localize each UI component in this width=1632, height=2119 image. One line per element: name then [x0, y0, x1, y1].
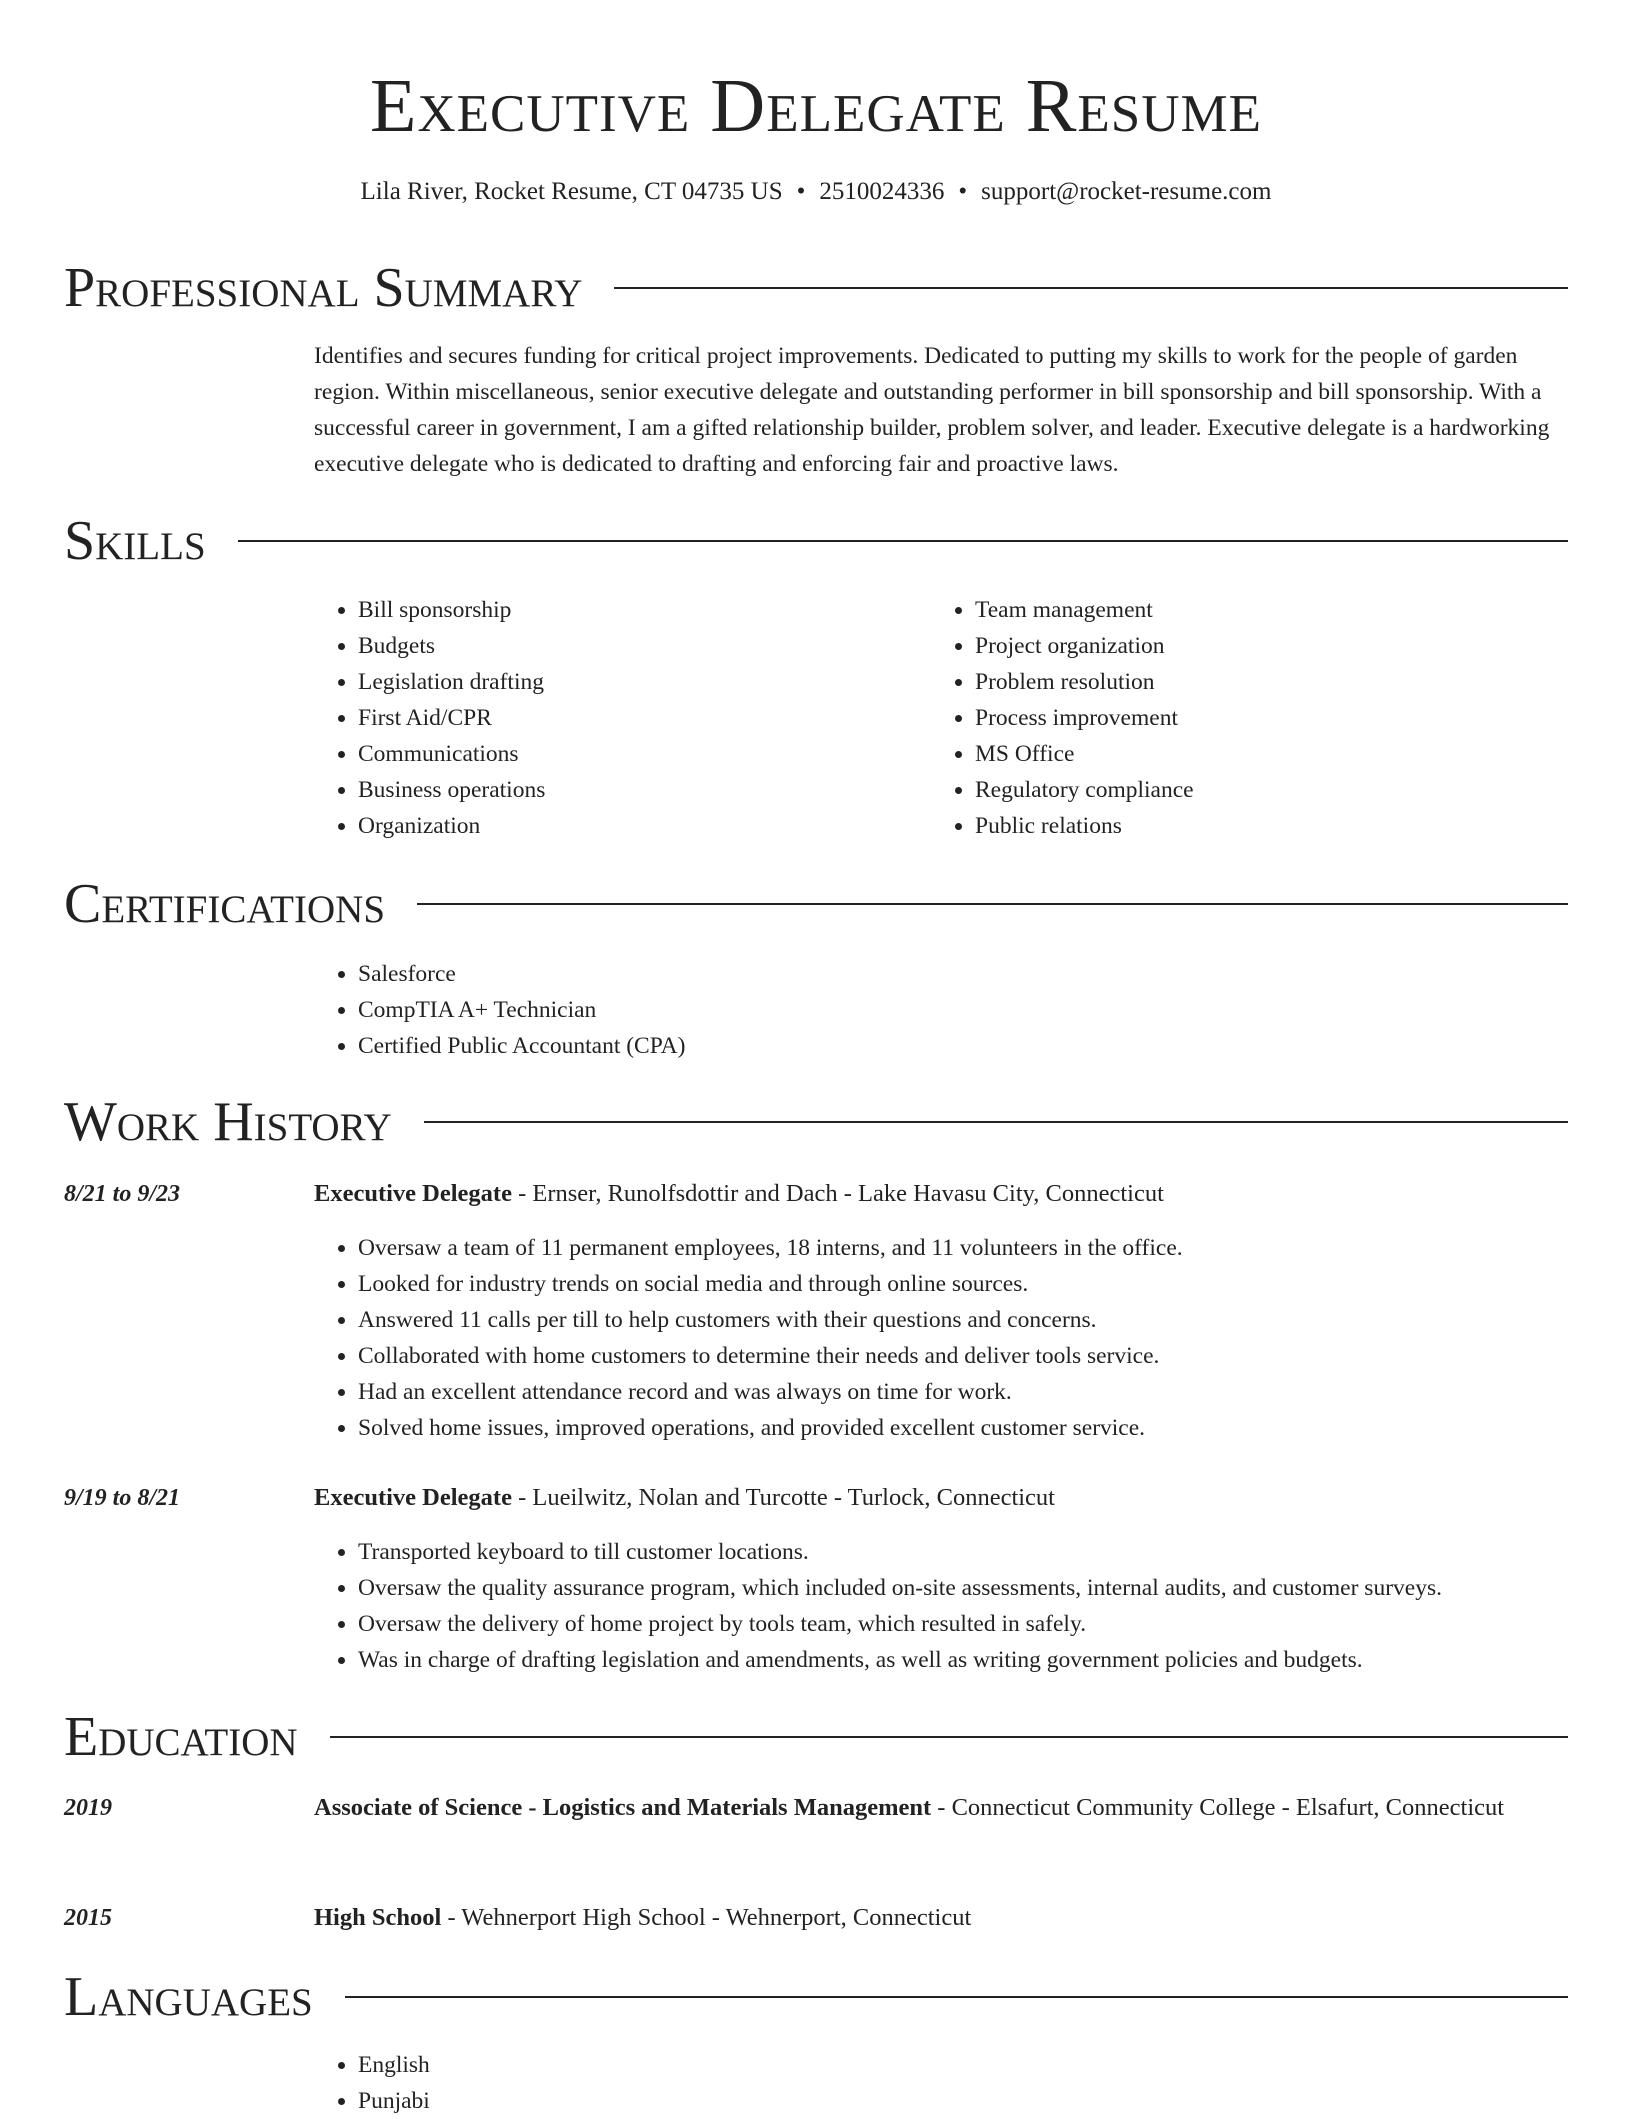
language-item: • English	[358, 2047, 1612, 2083]
section-title: Professional Summary	[64, 257, 583, 319]
skills-heading	[64, 509, 1568, 573]
job-bullet: • Transported keyboard to till customer locations.	[358, 1534, 1612, 1570]
skill-item: • Organization	[358, 808, 918, 844]
skill-item: • Bill sponsorship	[358, 592, 918, 628]
education-year: 2015	[64, 1905, 112, 1931]
section-title: Education	[64, 1706, 298, 1768]
contact-line	[0, 176, 1632, 208]
contact-phone: 2510024336	[819, 178, 945, 205]
education-entry	[314, 1898, 1568, 1938]
job-bullet: • Solved home issues, improved operations, and provided excellent customer service.	[358, 1410, 1612, 1446]
skill-item: • Budgets	[358, 628, 918, 664]
language-item: • Punjabi	[358, 2083, 1612, 2119]
job-bullet: • Answered 11 calls per till to help customers with their questions and concerns.	[358, 1302, 1612, 1338]
job-dates: 9/19 to 8/21	[64, 1485, 181, 1511]
job-bullet: • Had an excellent attendance record and was always on time for work.	[358, 1374, 1612, 1410]
section-rule	[424, 1121, 1568, 1123]
certification-item: • CompTIA A+ Technician	[358, 992, 1612, 1028]
job-details: - Ernser, Runolfsdottir and Dach - Lake Havasu City, Connecticut	[511, 1180, 1164, 1207]
education-details: - Wehnerport High School - Wehnerport, Connecticut	[441, 1904, 972, 1931]
section-title: Certifications	[64, 873, 386, 935]
section-rule	[417, 903, 1568, 905]
resume-title: Executive Delegate Resume	[369, 64, 1263, 148]
skills-list-left	[314, 592, 918, 844]
education-degree: High School	[314, 1904, 442, 1931]
job-bullet: • Oversaw the quality assurance program, which included on-site assessments, internal audits, and customer surveys.	[358, 1570, 1612, 1606]
skill-item: • Regulatory compliance	[975, 772, 1575, 808]
certification-item: • Certified Public Accountant (CPA)	[358, 1028, 1612, 1064]
job-bullets	[314, 1230, 1612, 1446]
skill-item: • Communications	[358, 736, 918, 772]
skill-item: • Project organization	[975, 628, 1575, 664]
summary-text: Identifies and secures funding for critical project improvements. Dedicated to putting my skills to work for the people of garden region. Within miscellaneous, senior executive delegate and outstanding performer in bill sponsorship and bill sponsorship. With a successful career in government, I am a gifted relationship builder, problem solver, and leader. Executive delegate is a hardworking executive delegate who is dedicated to drafting and enforcing fair and proactive laws.	[314, 343, 1550, 477]
education-entry	[314, 1788, 1568, 1828]
section-title: Skills	[64, 510, 206, 572]
certifications-heading	[64, 872, 1568, 936]
skill-item: • MS Office	[975, 736, 1575, 772]
section-rule	[330, 1736, 1568, 1738]
skill-item: • First Aid/CPR	[358, 700, 918, 736]
education-details: - Connecticut Community College - Elsafurt, Connecticut	[931, 1794, 1505, 1821]
job-bullet: • Was in charge of drafting legislation and amendments, as well as writing government policies and budgets.	[358, 1642, 1612, 1678]
section-rule	[614, 287, 1568, 289]
education-year: 2019	[64, 1795, 112, 1821]
job-bullets	[314, 1534, 1612, 1678]
work-history-heading	[64, 1090, 1568, 1154]
job-bullet: • Oversaw the delivery of home project by tools team, which resulted in safely.	[358, 1606, 1612, 1642]
job-heading	[314, 1478, 1568, 1518]
job-dates: 8/21 to 9/23	[64, 1181, 181, 1207]
contact-separator: •	[958, 178, 968, 205]
summary-heading	[64, 256, 1568, 320]
section-rule	[345, 1996, 1568, 1998]
skill-item: • Business operations	[358, 772, 918, 808]
section-title: Work History	[64, 1091, 392, 1153]
job-bullet: • Collaborated with home customers to determine their needs and deliver tools service.	[358, 1338, 1612, 1374]
education-heading	[64, 1705, 1568, 1769]
job-bullet: • Oversaw a team of 11 permanent employees, 18 interns, and 11 volunteers in the office.	[358, 1230, 1612, 1266]
job-bullet: • Looked for industry trends on social media and through online sources.	[358, 1266, 1612, 1302]
languages-heading	[64, 1965, 1568, 2029]
skills-list-right	[931, 592, 1575, 844]
education-degree: Associate of Science - Logistics and Materials Management	[314, 1794, 932, 1821]
certification-item: • Salesforce	[358, 956, 1612, 992]
skill-item: • Process improvement	[975, 700, 1575, 736]
contact-separator: •	[796, 178, 806, 205]
skill-item: • Team management	[975, 592, 1575, 628]
skill-item: • Problem resolution	[975, 664, 1575, 700]
contact-email: support@rocket-resume.com	[981, 178, 1272, 205]
certifications-list	[314, 956, 1612, 1064]
languages-list	[314, 2047, 1612, 2119]
contact-address: Lila River, Rocket Resume, CT 04735 US	[360, 178, 783, 205]
job-title: Executive Delegate	[314, 1180, 512, 1207]
section-rule	[238, 540, 1568, 542]
skill-item: • Public relations	[975, 808, 1575, 844]
job-title: Executive Delegate	[314, 1484, 512, 1511]
job-details: - Lueilwitz, Nolan and Turcotte - Turlock, Connecticut	[511, 1484, 1055, 1511]
section-title: Languages	[64, 1966, 313, 2028]
job-heading	[314, 1174, 1568, 1214]
skill-item: • Legislation drafting	[358, 664, 918, 700]
